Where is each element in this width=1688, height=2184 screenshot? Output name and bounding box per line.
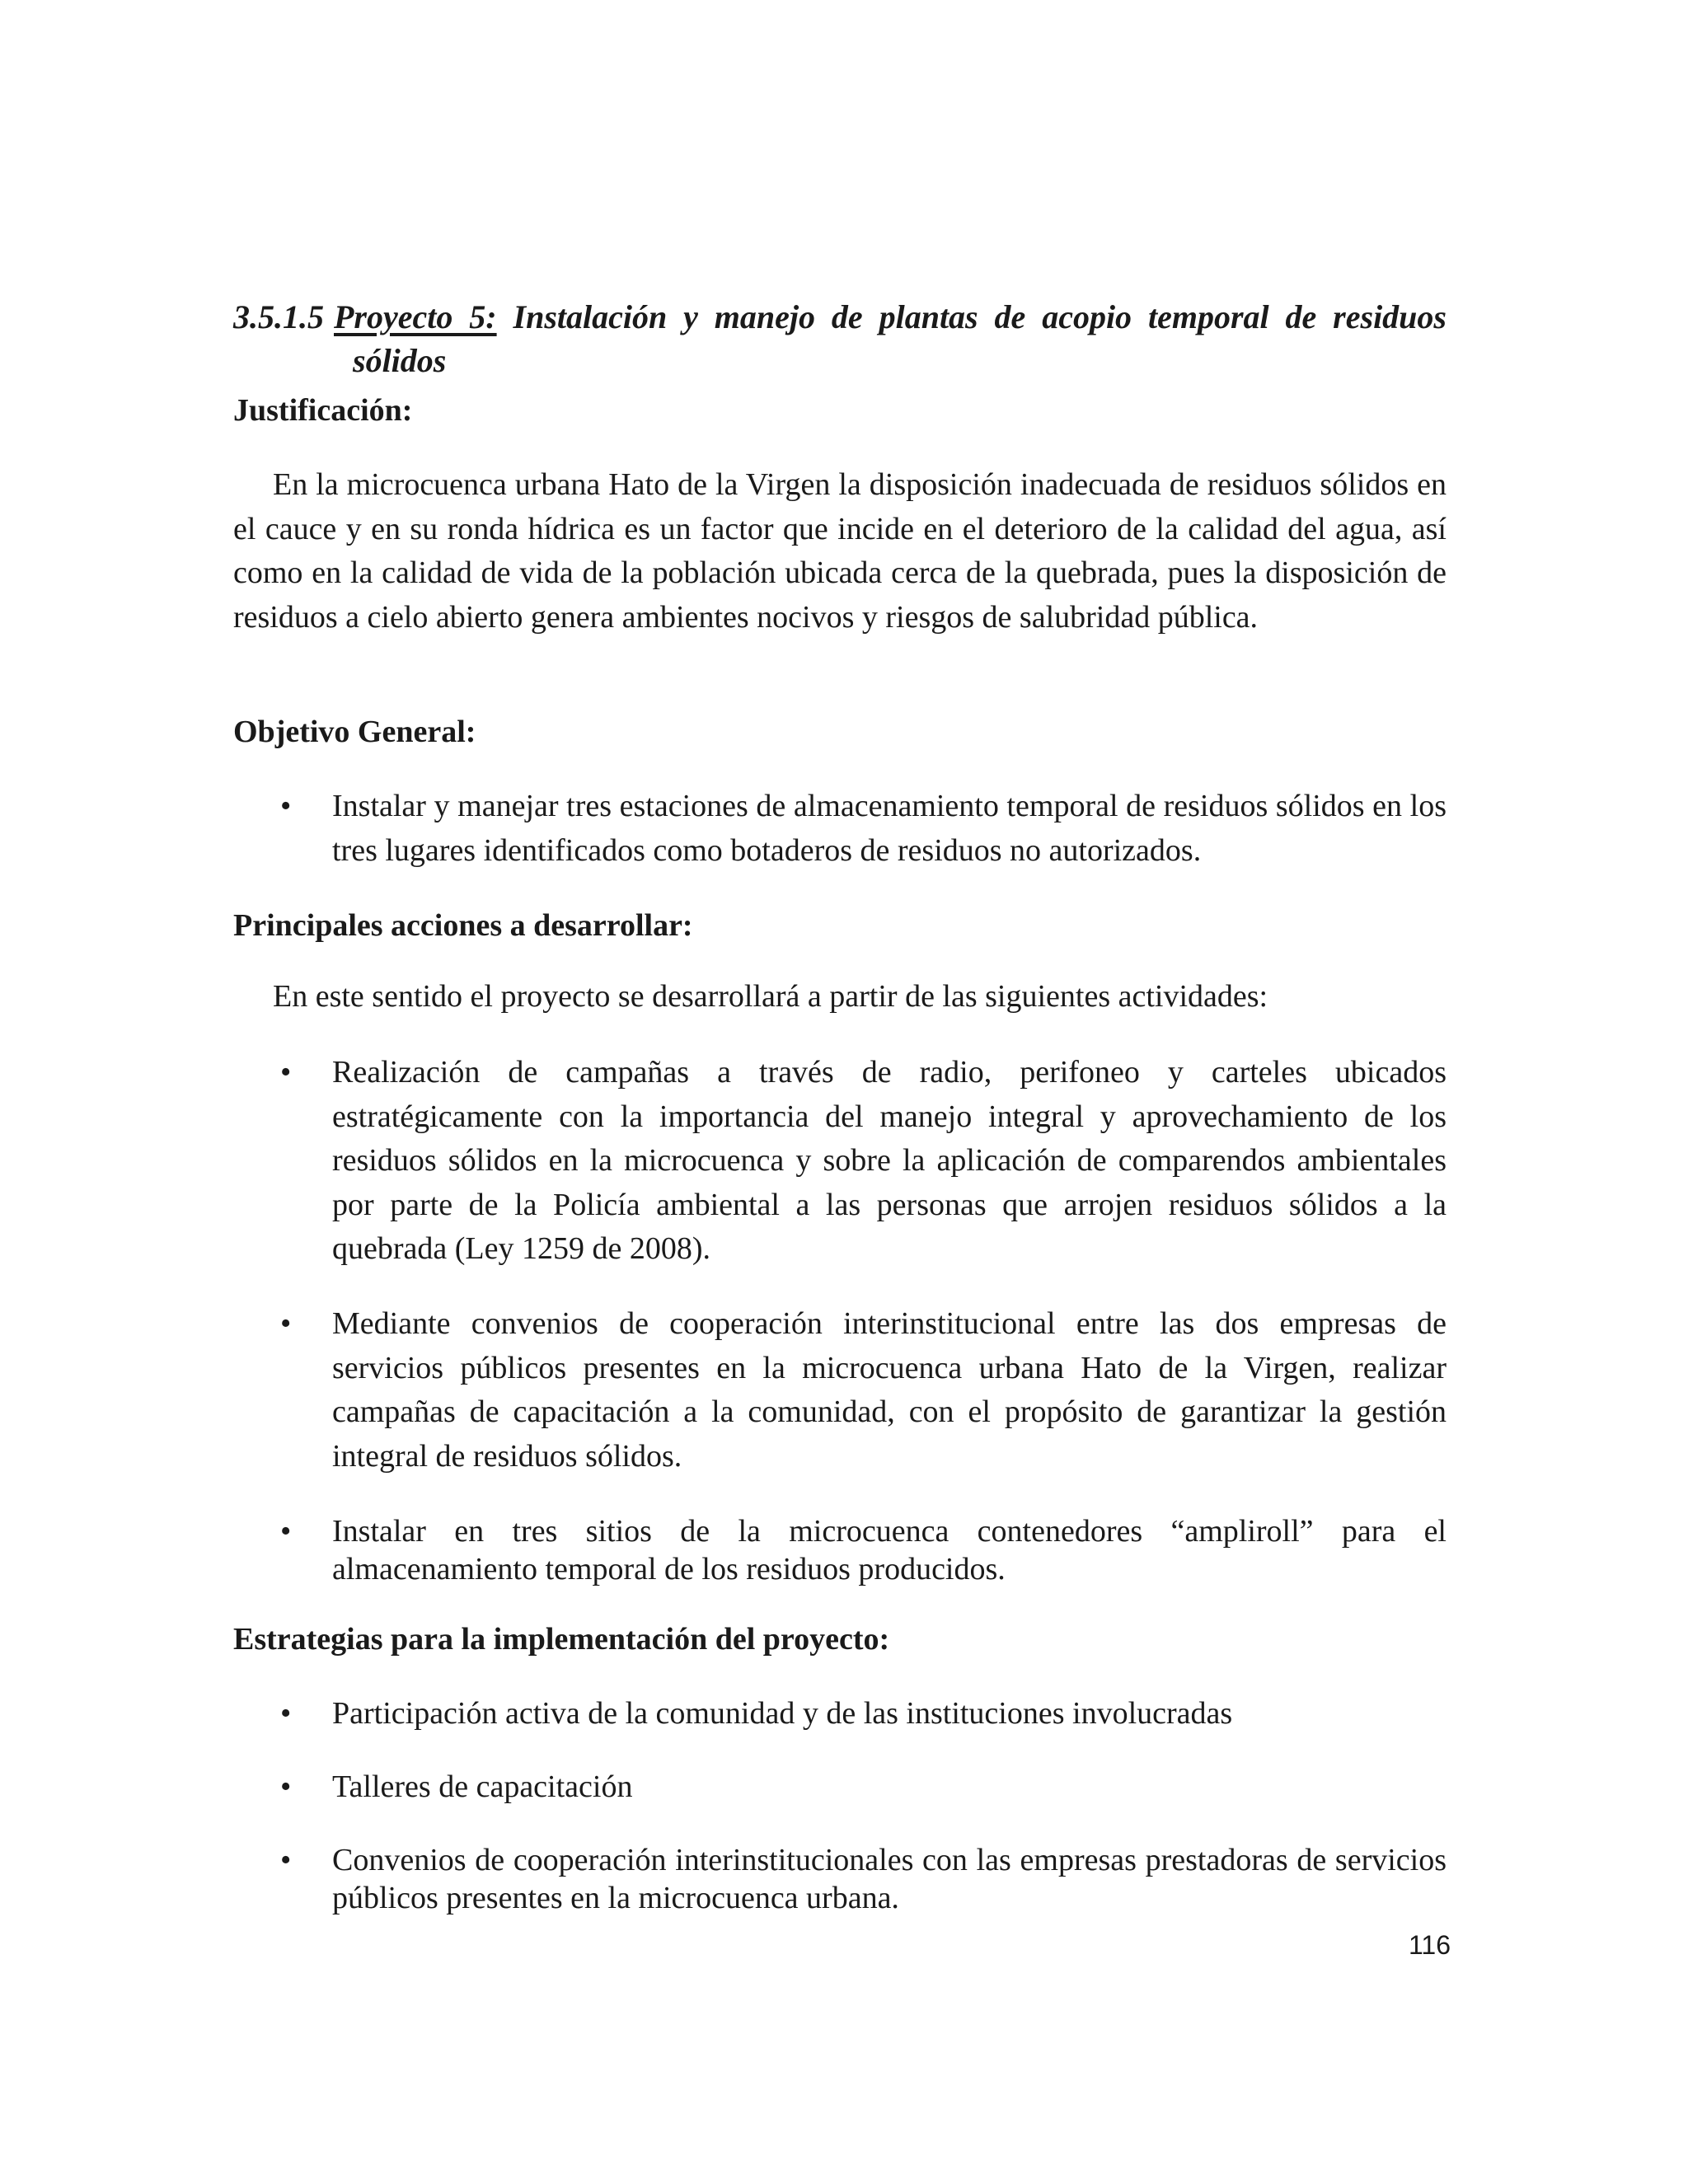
justificacion-label: Justificación: <box>233 393 413 428</box>
bullet-marker: • <box>280 789 292 823</box>
bullet-marker: • <box>280 1769 292 1804</box>
section-title-line1: Instalación y manejo de plantas de acopio temporal de residuos <box>513 298 1447 335</box>
estrategias-bullet <box>280 1765 1447 1810</box>
estrategias-bullet-text: Convenios de cooperación interinstitucionales con las empresas prestadoras de servicios públicos presentes en la microcuenca urbana. <box>332 1843 1447 1915</box>
objetivo-label: Objetivo General: <box>233 715 476 749</box>
acciones-bullet <box>280 1512 1447 1588</box>
section-heading <box>233 295 1447 382</box>
acciones-bullet <box>280 1051 1447 1272</box>
estrategias-bullet-text: Talleres de capacitación <box>332 1769 633 1804</box>
bullet-marker: • <box>280 1843 292 1877</box>
acciones-intro: En este sentido el proyecto se desarrollará a partir de las siguientes actividades: <box>273 979 1268 1014</box>
project-label: Proyecto 5: <box>334 298 497 335</box>
estrategias-label: Estrategias para la implementación del proyecto: <box>233 1622 890 1657</box>
acciones-bullet <box>280 1302 1447 1479</box>
section-title-line2: sólidos <box>353 342 447 379</box>
bullet-marker: • <box>280 1514 292 1549</box>
page-number: 116 <box>1408 1930 1451 1960</box>
acciones-bullet-text: Mediante convenios de cooperación interinstitucional entre las dos empresas de servicios públicos presentes en la microcuenca urbana Hato de la Virgen, realizar campañas de capacitación a la comunidad, con el propósito de garantizar la gestión integral de residuos sólidos. <box>332 1306 1447 1474</box>
objetivo-bullet <box>280 785 1447 873</box>
bullet-marker: • <box>280 1696 292 1731</box>
objetivo-bullet-text: Instalar y manejar tres estaciones de almacenamiento temporal de residuos sólidos en los tres lugares identificados como botaderos de residuos no autorizados. <box>332 789 1447 868</box>
justificacion-paragraph: En la microcuenca urbana Hato de la Virgen la disposición inadecuada de residuos sólidos en el cauce y en su ronda hídrica es un factor que incide en el deterioro de la calidad del agua, así como en la calidad de vida de la población ubicada cerca de la quebrada, pues la disposición de residuos a cielo abierto genera ambientes nocivos y riesgos de salubridad pública. <box>233 467 1447 635</box>
acciones-label: Principales acciones a desarrollar: <box>233 908 693 943</box>
section-number: 3.5.1.5 <box>233 298 324 335</box>
acciones-bullet-text: Instalar en tres sitios de la microcuenca contenedores “ampliroll” para el almacenamiento temporal de los residuos producidos. <box>332 1514 1447 1586</box>
bullet-marker: • <box>280 1306 292 1341</box>
bullet-marker: • <box>280 1055 292 1090</box>
estrategias-bullet <box>280 1692 1447 1736</box>
acciones-bullet-text: Realización de campañas a través de radio, perifoneo y carteles ubicados estratégicamente con la importancia del manejo integral y aprovechamiento de los residuos sólidos en la microcuenca y sobre la aplicación de comparendos ambientales por parte de la Policía ambiental a las personas que arrojen residuos sólidos a la quebrada (Ley 1259 de 2008). <box>332 1055 1447 1266</box>
estrategias-bullet-text: Participación activa de la comunidad y de las instituciones involucradas <box>332 1696 1233 1731</box>
section-heading-line1 <box>233 295 1447 339</box>
estrategias-bullet <box>280 1841 1447 1917</box>
